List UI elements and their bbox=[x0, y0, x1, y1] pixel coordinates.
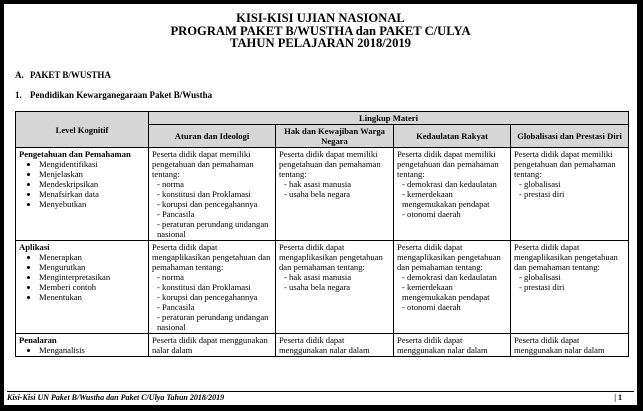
level-verb: • Menyebutkan bbox=[39, 199, 145, 209]
materi-item: - hak asasi manusia bbox=[284, 179, 352, 189]
table-row bbox=[16, 334, 629, 357]
materi-item: - korupsi dan pencegahannya bbox=[157, 199, 258, 209]
materi-cell bbox=[394, 334, 511, 357]
materi-item-text: usaha bela negara bbox=[289, 189, 351, 199]
section-heading-1 bbox=[15, 90, 212, 100]
materi-intro: Peserta didik dapat mengaplikasikan pengetahuan dan pemahaman tentang: bbox=[152, 242, 271, 272]
materi-intro: Peserta didik dapat menggunakan nalar dalam bbox=[152, 335, 268, 355]
materi-item: - prestasi diri bbox=[519, 282, 565, 292]
materi-item-text: prestasi diri bbox=[524, 189, 565, 199]
materi-item-text: korupsi dan pencegahannya bbox=[162, 292, 258, 302]
materi-item-text: norma bbox=[162, 272, 184, 282]
materi-intro: Peserta didik dapat memiliki pengetahuan dan pemahaman tentang: bbox=[397, 149, 499, 179]
level-title: Aplikasi bbox=[19, 242, 50, 252]
doc-title-line-2: PROGRAM PAKET B/WUSTHA dan PAKET C/ULYA bbox=[170, 23, 471, 38]
level-verb-list bbox=[19, 159, 145, 209]
materi-item-text: peraturan perundang undangan nasional bbox=[157, 312, 269, 332]
section-a-number: A. bbox=[15, 70, 24, 80]
materi-intro: Peserta didik dapat memiliki pengetahuan dan pemahaman tentang: bbox=[514, 149, 616, 179]
footer-text: Kisi-Kisi UN Paket B/Wustha dan Paket C/Ulya Tahun 2018/2019 bbox=[7, 393, 225, 402]
level-title: Pengetahuan dan Pemahaman bbox=[19, 149, 131, 159]
materi-cell bbox=[276, 148, 394, 241]
materi-item-text: usaha bela negara bbox=[289, 282, 351, 292]
materi-cell bbox=[511, 241, 629, 334]
level-cell bbox=[16, 241, 149, 334]
level-verb: • Mengurutkan bbox=[39, 262, 145, 272]
materi-cell bbox=[149, 148, 276, 241]
header-kedaulatan-rakyat: Kedaulatan Rakyat bbox=[394, 125, 511, 148]
level-verb: • Menerapkan bbox=[39, 252, 145, 262]
level-title: Penalaran bbox=[19, 335, 57, 345]
materi-intro: Peserta didik dapat memiliki pengetahuan dan pemahaman tentang: bbox=[279, 149, 381, 179]
level-verb: • Menginterpretasikan bbox=[39, 272, 145, 282]
materi-cell bbox=[149, 334, 276, 357]
materi-item: - kemerdekaan mengemukakan pendapat bbox=[402, 189, 490, 209]
materi-intro: Peserta didik dapat mengaplikasikan pengetahuan dan pemahaman tentang: bbox=[514, 242, 618, 272]
materi-item-text: otonomi daerah bbox=[407, 302, 461, 312]
doc-title-line-3: TAHUN PELAJARAN 2018/2019 bbox=[230, 36, 411, 50]
materi-item-text: kemerdekaan mengemukakan pendapat bbox=[402, 189, 490, 209]
level-cell bbox=[16, 334, 149, 357]
materi-item: - demokrasi dan kedaulatan bbox=[402, 179, 497, 189]
level-verb: • Menjelaskan bbox=[39, 169, 145, 179]
materi-item: - usaha bela negara bbox=[284, 189, 351, 199]
level-verb-list bbox=[19, 345, 145, 355]
materi-item-text: demokrasi dan kedaulatan bbox=[407, 179, 497, 189]
section-1-title: Pendidikan Kewarganegaraan Paket B/Wustha bbox=[30, 90, 213, 100]
level-verb: • Mengidentifikasi bbox=[39, 159, 145, 169]
materi-item: - hak asasi manusia bbox=[284, 272, 352, 282]
materi-item-text: konstitusi dan Proklamasi bbox=[162, 189, 251, 199]
materi-intro: Peserta didik dapat menggunakan nalar dalam bbox=[397, 335, 488, 355]
materi-item: - prestasi diri bbox=[519, 189, 565, 199]
table-row bbox=[16, 148, 629, 241]
level-verb: • Menafsirkan data bbox=[39, 189, 145, 199]
materi-item-text: korupsi dan pencegahannya bbox=[162, 199, 258, 209]
materi-intro: Peserta didik dapat menggunakan nalar dalam bbox=[514, 335, 605, 355]
materi-item-text: otonomi daerah bbox=[407, 209, 461, 219]
materi-cell bbox=[394, 148, 511, 241]
materi-item: - korupsi dan pencegahannya bbox=[157, 292, 258, 302]
page-footer bbox=[7, 391, 634, 402]
materi-cell bbox=[276, 241, 394, 334]
header-lingkup-materi: Lingkup Materi bbox=[149, 112, 629, 125]
kisi-kisi-table bbox=[15, 111, 629, 357]
header-aturan-ideologi: Aturan dan Ideologi bbox=[149, 125, 276, 148]
materi-cell bbox=[511, 148, 629, 241]
materi-item: - otonomi daerah bbox=[402, 302, 461, 312]
materi-item: - kemerdekaan mengemukakan pendapat bbox=[402, 282, 490, 302]
materi-item: - konstitusi dan Proklamasi bbox=[157, 282, 251, 292]
materi-item-text: demokrasi dan kedaulatan bbox=[407, 272, 497, 282]
materi-item-text: konstitusi dan Proklamasi bbox=[162, 282, 251, 292]
materi-item: - globalisasi bbox=[519, 179, 561, 189]
materi-cell bbox=[149, 241, 276, 334]
materi-item-text: Pancasila bbox=[162, 302, 195, 312]
materi-intro: Peserta didik dapat mengaplikasikan pengetahuan dan pemahaman tentang: bbox=[397, 242, 501, 272]
materi-item-text: norma bbox=[162, 179, 184, 189]
materi-item: - globalisasi bbox=[519, 272, 561, 282]
materi-item-text: globalisasi bbox=[524, 179, 561, 189]
materi-item: - usaha bela negara bbox=[284, 282, 351, 292]
table-row bbox=[16, 241, 629, 334]
materi-cell bbox=[394, 241, 511, 334]
materi-item-text: Pancasila bbox=[162, 209, 195, 219]
level-verb: • Menentukan bbox=[39, 292, 145, 302]
materi-item: - norma bbox=[157, 179, 184, 189]
materi-item-text: peraturan perundang undangan nasional bbox=[157, 219, 269, 239]
doc-title-line-1: KISI-KISI UJIAN NASIONAL bbox=[236, 11, 405, 25]
materi-item: - norma bbox=[157, 272, 184, 282]
table-body bbox=[16, 148, 629, 357]
materi-item-text: prestasi diri bbox=[524, 282, 565, 292]
level-verb: • Mendeskripsikan bbox=[39, 179, 145, 189]
level-verb-list bbox=[19, 252, 145, 302]
materi-intro: Peserta didik dapat memiliki pengetahuan dan pemahaman tentang: bbox=[152, 149, 254, 179]
materi-item: - Pancasila bbox=[157, 209, 195, 219]
materi-item: - demokrasi dan kedaulatan bbox=[402, 272, 497, 282]
materi-item: - otonomi daerah bbox=[402, 209, 461, 219]
materi-intro: Peserta didik dapat mengaplikasikan pengetahuan dan pemahaman tentang: bbox=[279, 242, 383, 272]
header-globalisasi: Globalisasi dan Prestasi Diri bbox=[511, 125, 629, 148]
level-verb: • Memberi contoh bbox=[39, 282, 145, 292]
section-heading-a bbox=[15, 70, 111, 80]
section-1-number: 1. bbox=[15, 90, 22, 100]
materi-cell bbox=[276, 334, 394, 357]
header-level-kognitif: Level Kognitif bbox=[16, 112, 149, 148]
materi-item-text: hak asasi manusia bbox=[289, 272, 352, 282]
document-page bbox=[4, 4, 637, 405]
section-a-title: PAKET B/WUSTHA bbox=[30, 70, 111, 80]
materi-item-text: hak asasi manusia bbox=[289, 179, 352, 189]
header-hak-kewajiban: Hak dan Kewajiban Warga Negara bbox=[276, 125, 394, 148]
materi-item: - konstitusi dan Proklamasi bbox=[157, 189, 251, 199]
materi-item: - Pancasila bbox=[157, 302, 195, 312]
materi-intro: Peserta didik dapat menggunakan nalar dalam bbox=[279, 335, 370, 355]
materi-item-text: kemerdekaan mengemukakan pendapat bbox=[402, 282, 490, 302]
level-cell bbox=[16, 148, 149, 241]
level-verb: • Menganalisis bbox=[39, 345, 145, 355]
materi-item: - peraturan perundang undangan nasional bbox=[157, 312, 269, 332]
materi-cell bbox=[511, 334, 629, 357]
page-number: | 1 bbox=[614, 393, 622, 402]
materi-item: - peraturan perundang undangan nasional bbox=[157, 219, 269, 239]
materi-item-text: globalisasi bbox=[524, 272, 561, 282]
